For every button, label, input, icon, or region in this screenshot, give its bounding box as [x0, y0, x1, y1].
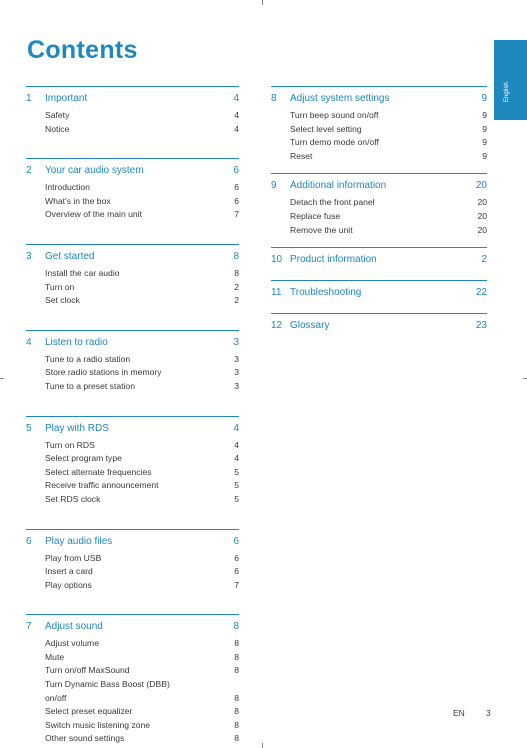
section-page: 8: [233, 621, 239, 633]
section-number: 3: [26, 250, 32, 262]
entry-title: Detach the front panel: [290, 197, 375, 208]
toc-entry[interactable]: [26, 466, 239, 480]
toc-section-9[interactable]: [271, 173, 487, 247]
entry-page: 5: [234, 480, 239, 491]
toc-section-3[interactable]: [26, 244, 239, 308]
toc-entry[interactable]: [26, 281, 239, 295]
crop-mark: [523, 378, 527, 379]
toc-entry[interactable]: [26, 267, 239, 281]
entry-title: What's in the box: [45, 195, 111, 206]
toc-entry[interactable]: [26, 637, 239, 651]
toc-entry[interactable]: [26, 678, 239, 705]
section-page: 4: [233, 422, 239, 434]
entry-page: 9: [482, 110, 487, 120]
entry-page: 6: [234, 195, 239, 206]
entry-page: 6: [234, 566, 239, 577]
section-heading[interactable]: [26, 615, 239, 633]
toc-section-2[interactable]: [26, 158, 239, 222]
entry-title: Overview of the main unit: [45, 209, 142, 220]
section-title: Play with RDS: [45, 422, 109, 434]
section-page: 23: [475, 320, 487, 332]
section-number: 12: [271, 320, 283, 332]
entry-title: Set clock: [45, 295, 80, 306]
toc-section-10[interactable]: [271, 247, 487, 280]
entry-page: 6: [234, 182, 239, 193]
entry-title: Turn on: [45, 281, 75, 292]
toc-section-7[interactable]: [26, 614, 239, 746]
entry-page: 5: [234, 466, 239, 477]
entry-title: Receive traffic announcement: [45, 480, 159, 491]
section-title: Get started: [45, 250, 95, 262]
entry-title: Turn on/off MaxSound: [45, 665, 130, 676]
toc-entry[interactable]: [26, 651, 239, 665]
toc-entry[interactable]: [26, 705, 239, 719]
section-title: Listen to radio: [45, 336, 108, 348]
entry-title: Introduction: [45, 182, 90, 193]
section-title: Important: [45, 93, 88, 104]
section-title: Troubleshooting: [290, 287, 362, 299]
entry-page: 6: [234, 552, 239, 563]
entry-title: Select preset equalizer: [45, 706, 133, 717]
entry-title: Switch music listening zone: [45, 719, 151, 730]
toc-entry[interactable]: [26, 123, 239, 137]
entry-page: 8: [234, 665, 239, 676]
entry-title: Remove the unit: [290, 224, 353, 235]
section-title: Adjust system settings: [290, 93, 390, 104]
entry-page: 9: [482, 123, 487, 134]
entry-page: 8: [234, 692, 239, 703]
toc-section-11[interactable]: [271, 280, 487, 313]
toc-entry[interactable]: [26, 366, 239, 380]
entry-page: 8: [234, 638, 239, 649]
section-number: 9: [271, 180, 277, 192]
entry-page: 3: [234, 353, 239, 364]
entry-page: 8: [234, 719, 239, 730]
section-heading[interactable]: [271, 314, 487, 332]
page-title: Contents: [27, 36, 138, 64]
section-title: Additional information: [290, 180, 387, 192]
section-heading[interactable]: [271, 174, 487, 192]
section-number: 5: [26, 422, 32, 434]
entry-page: 3: [234, 367, 239, 378]
entry-page: 4: [234, 123, 239, 134]
section-heading[interactable]: [26, 159, 239, 177]
toc-entry[interactable]: [26, 664, 239, 678]
toc-right-column: [271, 86, 487, 346]
toc-entry[interactable]: [26, 732, 239, 746]
entry-title: Tune to a preset station: [45, 380, 135, 391]
section-heading[interactable]: [271, 87, 487, 105]
section-number: 6: [26, 535, 32, 547]
toc-section-1[interactable]: [26, 86, 239, 136]
entry-title: Set RDS clock: [45, 493, 101, 504]
entry-page: 7: [234, 579, 239, 590]
section-number: 1: [26, 93, 32, 104]
toc-section-12[interactable]: [271, 313, 487, 346]
toc-entry[interactable]: [26, 294, 239, 308]
entry-title: Insert a card: [45, 566, 93, 577]
entry-title: Play options: [45, 579, 92, 590]
section-page: 2: [481, 254, 487, 266]
toc-entry[interactable]: [26, 579, 239, 593]
entry-page: 8: [234, 733, 239, 744]
section-page: 4: [233, 93, 239, 104]
section-heading[interactable]: [26, 417, 239, 435]
section-title: Product information: [290, 254, 377, 266]
entry-page: 4: [234, 110, 239, 120]
crop-mark: [262, 0, 263, 5]
entry-page: 7: [234, 209, 239, 220]
toc-entry[interactable]: [271, 224, 487, 238]
toc-entry[interactable]: [26, 452, 239, 466]
footer-language: EN: [453, 708, 465, 718]
entry-page: 9: [482, 137, 487, 148]
entry-page: 2: [234, 295, 239, 306]
entry-title: Store radio stations in memory: [45, 367, 162, 378]
toc-section-8[interactable]: [271, 86, 487, 173]
crop-mark: [262, 743, 263, 748]
entry-title: Notice: [45, 123, 70, 134]
section-page: 6: [233, 535, 239, 547]
section-number: 8: [271, 93, 277, 104]
entry-page: 9: [482, 150, 487, 161]
section-heading[interactable]: [271, 248, 487, 266]
entry-title: Select alternate frequencies: [45, 466, 152, 477]
toc-entry[interactable]: [26, 181, 239, 195]
section-number: 2: [26, 165, 32, 177]
entry-title: Mute: [45, 651, 65, 662]
section-number: 11: [271, 287, 282, 299]
toc-section-5[interactable]: [26, 416, 239, 507]
entry-title: Reset: [290, 150, 313, 161]
crop-mark: [0, 378, 4, 379]
toc-entry[interactable]: [26, 380, 239, 394]
entry-title: Adjust volume: [45, 638, 99, 649]
toc-entry[interactable]: [271, 150, 487, 164]
section-page: 9: [481, 93, 487, 104]
toc-entry[interactable]: [271, 123, 487, 137]
entry-title: Tune to a radio station: [45, 353, 131, 364]
toc-entry[interactable]: [271, 196, 487, 210]
toc-entry[interactable]: [26, 439, 239, 453]
entry-title: Select program type: [45, 453, 122, 464]
entry-title: Turn beep sound on/off: [290, 110, 379, 120]
section-title: Glossary: [290, 320, 330, 332]
section-number: 7: [26, 621, 32, 633]
entry-title: Safety: [45, 110, 70, 120]
section-page: 8: [233, 250, 239, 262]
entry-page: 8: [234, 267, 239, 278]
toc-entry[interactable]: [26, 353, 239, 367]
entry-page: 8: [234, 706, 239, 717]
entry-page: 8: [234, 651, 239, 662]
entry-page: 20: [477, 197, 487, 208]
toc-entry[interactable]: [271, 136, 487, 150]
toc-entry[interactable]: [26, 195, 239, 209]
toc-entry[interactable]: [26, 493, 239, 507]
section-heading[interactable]: [271, 281, 487, 299]
entry-page: 4: [234, 439, 239, 450]
entry-title: Turn Dynamic Bass Boost (DBB) on/off: [45, 679, 170, 703]
section-heading[interactable]: [26, 331, 239, 349]
toc-section-4[interactable]: [26, 330, 239, 394]
section-heading[interactable]: [26, 245, 239, 263]
toc-left-column: [26, 86, 239, 748]
section-heading[interactable]: [26, 530, 239, 548]
section-page: 6: [233, 165, 239, 177]
section-page: 3: [233, 336, 239, 348]
language-tab-label: English: [504, 82, 510, 102]
entry-page: 20: [477, 224, 487, 235]
toc-entry[interactable]: [26, 552, 239, 566]
entry-title: Turn demo mode on/off: [290, 137, 379, 148]
toc-entry[interactable]: [271, 109, 487, 123]
entry-page: 3: [234, 380, 239, 391]
entry-page: 5: [234, 493, 239, 504]
toc-section-6[interactable]: [26, 529, 239, 593]
entry-page: 4: [234, 453, 239, 464]
toc-entry[interactable]: [26, 208, 239, 222]
entry-page: 20: [477, 210, 487, 221]
entry-title: Play from USB: [45, 552, 102, 563]
entry-title: Other sound settings: [45, 733, 125, 744]
toc-entry[interactable]: [26, 479, 239, 493]
toc-entry[interactable]: [26, 109, 239, 123]
entry-title: Turn on RDS: [45, 439, 95, 450]
section-number: 4: [26, 336, 32, 348]
entry-page: 2: [234, 281, 239, 292]
toc-entry[interactable]: [26, 565, 239, 579]
section-page: 20: [475, 180, 487, 192]
entry-title: Install the car audio: [45, 267, 120, 278]
toc-entry[interactable]: [26, 719, 239, 733]
section-heading[interactable]: [26, 87, 239, 105]
toc-entry[interactable]: [271, 210, 487, 224]
footer-page-number: 3: [486, 708, 491, 718]
section-page: 22: [475, 287, 487, 299]
entry-title: Select level setting: [290, 123, 362, 134]
section-number: 10: [271, 254, 283, 266]
section-title: Adjust sound: [45, 621, 103, 633]
section-title: Play audio files: [45, 535, 113, 547]
section-title: Your car audio system: [45, 165, 144, 177]
language-side-tab: [494, 40, 527, 120]
entry-title: Replace fuse: [290, 210, 341, 221]
